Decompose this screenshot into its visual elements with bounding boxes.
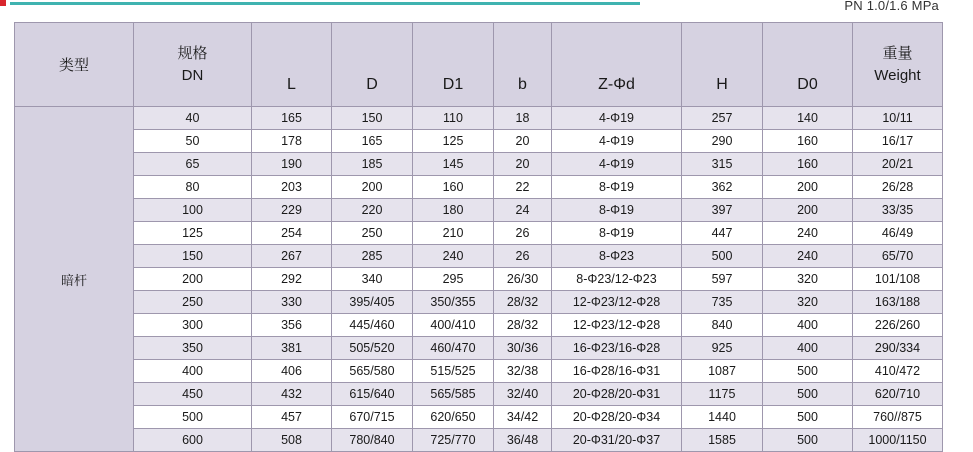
header-z-phi-d: Z-Φd [552,23,682,107]
cell-z-phi-d: 16-Φ23/16-Φ28 [552,337,682,360]
cell-d1: 295 [413,268,494,291]
cell-d: 505/520 [332,337,413,360]
cell-d1: 350/355 [413,291,494,314]
cell-dn: 600 [134,429,252,452]
cell-d0: 320 [763,291,853,314]
cell-weight: 1000/1150 [853,429,943,452]
cell-h: 840 [682,314,763,337]
cell-b: 18 [494,107,552,130]
cell-b: 28/32 [494,291,552,314]
cell-z-phi-d: 20-Φ31/20-Φ37 [552,429,682,452]
cell-l: 457 [252,406,332,429]
cell-l: 203 [252,176,332,199]
cell-d0: 200 [763,176,853,199]
cell-h: 597 [682,268,763,291]
cell-z-phi-d: 8-Φ19 [552,199,682,222]
header-row [15,23,943,107]
cell-l: 229 [252,199,332,222]
cell-l: 178 [252,130,332,153]
cell-d: 615/640 [332,383,413,406]
table-row [15,268,943,291]
cell-h: 735 [682,291,763,314]
cell-h: 362 [682,176,763,199]
cell-weight: 410/472 [853,360,943,383]
cell-d: 340 [332,268,413,291]
cell-z-phi-d: 12-Φ23/12-Φ28 [552,314,682,337]
cell-weight: 33/35 [853,199,943,222]
cell-d1: 515/525 [413,360,494,383]
cell-weight: 620/710 [853,383,943,406]
cell-b: 36/48 [494,429,552,452]
cell-b: 20 [494,130,552,153]
cell-h: 315 [682,153,763,176]
cell-d: 220 [332,199,413,222]
cell-d1: 460/470 [413,337,494,360]
cell-b: 24 [494,199,552,222]
header-l: L [252,23,332,107]
header-weight: 重量 Weight [853,23,943,107]
cell-dn: 50 [134,130,252,153]
cell-z-phi-d: 4-Φ19 [552,107,682,130]
cell-d0: 140 [763,107,853,130]
cell-d1: 125 [413,130,494,153]
cell-b: 30/36 [494,337,552,360]
spec-table [14,22,943,452]
cell-l: 356 [252,314,332,337]
cell-d1: 565/585 [413,383,494,406]
cell-d1: 180 [413,199,494,222]
table-row [15,176,943,199]
type-cell: 暗杆 [15,107,134,452]
cell-d: 395/405 [332,291,413,314]
header-d1: D1 [413,23,494,107]
cell-d: 780/840 [332,429,413,452]
header-type: 类型 [15,23,134,107]
cell-d0: 240 [763,245,853,268]
cell-dn: 150 [134,245,252,268]
cell-weight: 10/11 [853,107,943,130]
cell-dn: 80 [134,176,252,199]
cell-d0: 200 [763,199,853,222]
table-row [15,107,943,130]
cell-d: 150 [332,107,413,130]
cell-z-phi-d: 8-Φ19 [552,176,682,199]
cell-d: 670/715 [332,406,413,429]
cell-b: 26/30 [494,268,552,291]
cell-d1: 240 [413,245,494,268]
cell-h: 1440 [682,406,763,429]
pressure-label: PN 1.0/1.6 MPa [844,0,939,13]
cell-d0: 500 [763,383,853,406]
cell-l: 165 [252,107,332,130]
table-row [15,222,943,245]
table-row [15,199,943,222]
cell-d1: 725/770 [413,429,494,452]
cell-dn: 450 [134,383,252,406]
cell-d0: 400 [763,337,853,360]
table-row [15,291,943,314]
cell-d: 165 [332,130,413,153]
cell-weight: 26/28 [853,176,943,199]
cell-d0: 500 [763,406,853,429]
cell-d0: 400 [763,314,853,337]
cell-dn: 300 [134,314,252,337]
cell-b: 20 [494,153,552,176]
red-marker [0,0,6,6]
cell-d0: 240 [763,222,853,245]
cell-b: 32/38 [494,360,552,383]
cell-h: 257 [682,107,763,130]
cell-dn: 250 [134,291,252,314]
cell-dn: 350 [134,337,252,360]
header-b: b [494,23,552,107]
table-row [15,314,943,337]
cell-h: 1175 [682,383,763,406]
cell-h: 290 [682,130,763,153]
cell-h: 397 [682,199,763,222]
header-dn: 规格 DN [134,23,252,107]
cell-weight: 16/17 [853,130,943,153]
cell-weight: 65/70 [853,245,943,268]
cell-d: 200 [332,176,413,199]
cell-d0: 500 [763,429,853,452]
cell-h: 925 [682,337,763,360]
cell-l: 432 [252,383,332,406]
cell-z-phi-d: 8-Φ23 [552,245,682,268]
cell-d1: 145 [413,153,494,176]
cell-b: 34/42 [494,406,552,429]
cell-dn: 125 [134,222,252,245]
cell-d0: 320 [763,268,853,291]
cell-z-phi-d: 4-Φ19 [552,130,682,153]
table-row [15,153,943,176]
cell-z-phi-d: 8-Φ19 [552,222,682,245]
cell-dn: 200 [134,268,252,291]
table-row [15,406,943,429]
cell-h: 1585 [682,429,763,452]
table-row [15,245,943,268]
cell-d1: 160 [413,176,494,199]
cell-weight: 226/260 [853,314,943,337]
cell-weight: 163/188 [853,291,943,314]
cell-z-phi-d: 4-Φ19 [552,153,682,176]
top-accent-bar [0,0,640,6]
cell-weight: 20/21 [853,153,943,176]
cell-z-phi-d: 8-Φ23/12-Φ23 [552,268,682,291]
cell-l: 254 [252,222,332,245]
cell-d1: 110 [413,107,494,130]
cell-dn: 65 [134,153,252,176]
cell-d: 285 [332,245,413,268]
cell-b: 26 [494,245,552,268]
cell-d0: 500 [763,360,853,383]
cell-d: 565/580 [332,360,413,383]
cell-l: 190 [252,153,332,176]
header-h: H [682,23,763,107]
cell-weight: 290/334 [853,337,943,360]
cell-l: 381 [252,337,332,360]
cell-d: 250 [332,222,413,245]
cell-d: 445/460 [332,314,413,337]
cell-b: 28/32 [494,314,552,337]
cell-weight: 46/49 [853,222,943,245]
table-row [15,383,943,406]
cell-z-phi-d: 16-Φ28/16-Φ31 [552,360,682,383]
cell-dn: 500 [134,406,252,429]
cell-h: 1087 [682,360,763,383]
table-row [15,429,943,452]
header-d0: D0 [763,23,853,107]
cell-h: 500 [682,245,763,268]
cell-weight: 101/108 [853,268,943,291]
cell-l: 292 [252,268,332,291]
cell-z-phi-d: 12-Φ23/12-Φ28 [552,291,682,314]
cell-l: 267 [252,245,332,268]
cell-b: 32/40 [494,383,552,406]
cell-l: 508 [252,429,332,452]
cell-d0: 160 [763,130,853,153]
cell-d1: 210 [413,222,494,245]
cell-weight: 760//875 [853,406,943,429]
cell-dn: 400 [134,360,252,383]
cell-d1: 400/410 [413,314,494,337]
cell-h: 447 [682,222,763,245]
cell-l: 330 [252,291,332,314]
teal-rule [10,2,640,5]
cell-l: 406 [252,360,332,383]
cell-d0: 160 [763,153,853,176]
cell-dn: 40 [134,107,252,130]
cell-d1: 620/650 [413,406,494,429]
cell-z-phi-d: 20-Φ28/20-Φ31 [552,383,682,406]
cell-z-phi-d: 20-Φ28/20-Φ34 [552,406,682,429]
table-row [15,130,943,153]
cell-b: 26 [494,222,552,245]
header-d: D [332,23,413,107]
cell-d: 185 [332,153,413,176]
table-row [15,337,943,360]
table-row [15,360,943,383]
cell-b: 22 [494,176,552,199]
cell-dn: 100 [134,199,252,222]
